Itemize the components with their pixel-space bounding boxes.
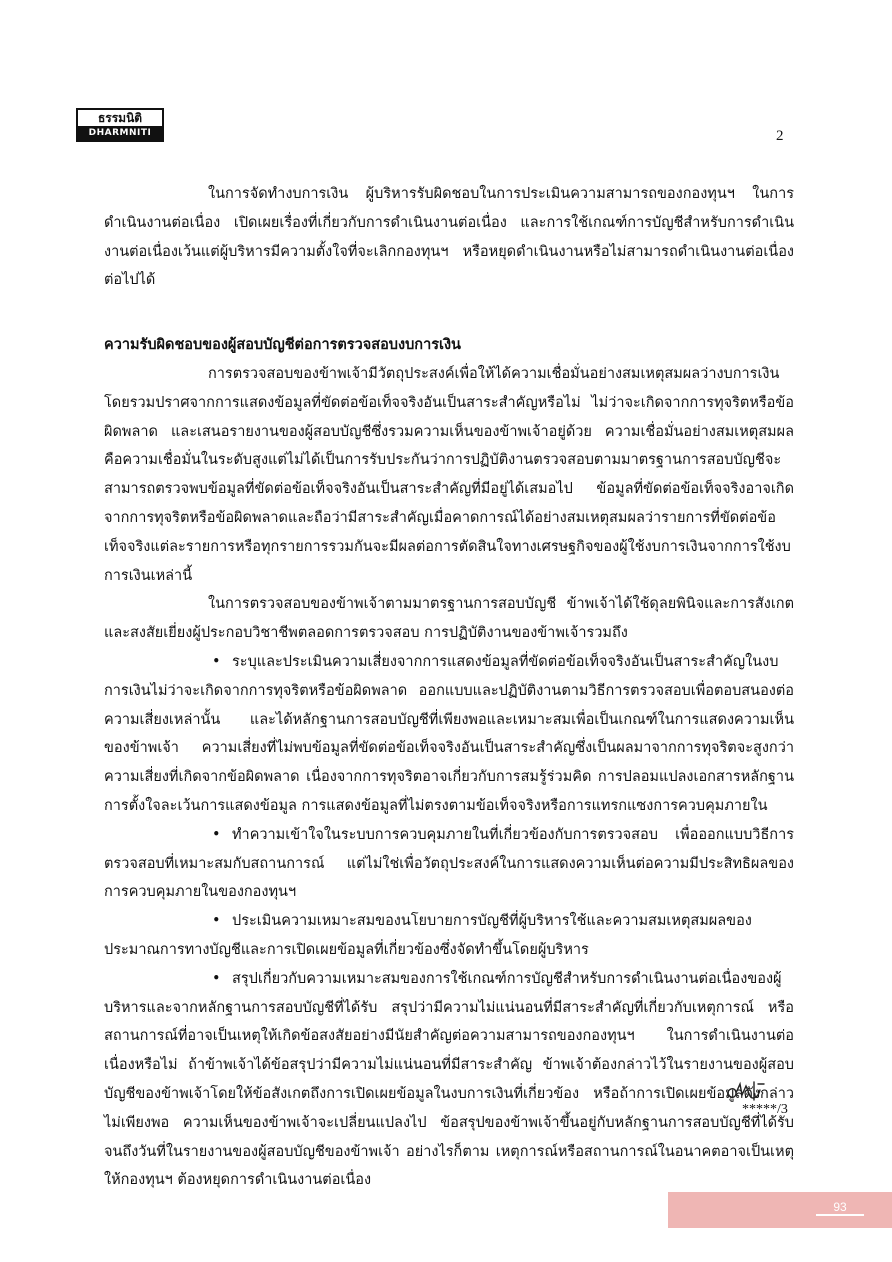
bullet-icon: • (212, 826, 221, 843)
section-title: ความรับผิดชอบของผู้สอบบัญชีต่อการตรวจสอบงบการเงิน (104, 336, 461, 354)
bullet-item (104, 907, 794, 965)
section-paragraph-1: การตรวจสอบของข้าพเจ้ามีวัตถุประสงค์เพื่อให้ได้ความเชื่อมั่นอย่างสมเหตุสมผลว่างบการเงินโดยรวมปราศจากการแสดงข้อมูลที่ขัดต่อข้อเท็จจริงอันเป็นสาระสำคัญหรือไม่ ไม่ว่าจะเกิดจากการทุจริตหรือข้อผิดพลาด และเสนอรายงานของผู้สอบบัญชีซึ่งรวมความเห็นของข้าพเจ้าอยู่ด้วย ความเชื่อมั่นอย่างสมเหตุสมผลคือความเชื่อมั่นในระดับสูงแต่ไม่ได้เป็นการรับประกันว่าการปฏิบัติงานตรวจสอบตามมาตรฐานการสอบบัญชีจะสามารถตรวจพบข้อมูลที่ขัดต่อข้อเท็จจริงอันเป็นสาระสำคัญที่มีอยู่ได้เสมอไป ข้อมูลที่ขัดต่อข้อเท็จจริงอาจเกิดจากการทุจริตหรือข้อผิดพลาดและถือว่ามีสาระสำคัญเมื่อคาดการณ์ได้อย่างสมเหตุสมผลว่ารายการที่ขัดต่อข้อเท็จจริงแต่ละรายการหรือทุกรายการรวมกันจะมีผลต่อการตัดสินใจทางเศรษฐกิจของผู้ใช้งบการเงินจากการใช้งบการเงินเหล่านี้ (104, 365, 794, 584)
bullet-item (104, 648, 794, 821)
bullet-item (104, 965, 794, 1195)
bullet-item (104, 821, 794, 907)
section-paragraph-2: ในการตรวจสอบของข้าพเจ้าตามมาตรฐานการสอบบัญชี ข้าพเจ้าได้ใช้ดุลยพินิจและการสังเกตและสงสัยเยี่ยงผู้ประกอบวิชาชีพตลอดการตรวจสอบ การปฏิบัติงานของข้าพเจ้ารวมถึง (104, 596, 794, 642)
logo-thai-text: ธรรมนิติ (78, 110, 162, 127)
document-page-number: 93 (816, 1200, 864, 1216)
bullet-icon: • (212, 653, 221, 670)
bullet-icon: • (212, 970, 221, 987)
intro-paragraph: ในการจัดทำงบการเงิน ผู้บริหารรับผิดชอบในการประเมินความสามารถของกองทุนฯ ในการดำเนินงานต่อเนื่อง เปิดเผยเรื่องที่เกี่ยวกับการดำเนินงานต่อเนื่อง และการใช้เกณฑ์การบัญชีสำหรับการดำเนินงานต่อเนื่องเว้นแต่ผู้บริหารมีความตั้งใจที่จะเลิกกองทุนฯ หรือหยุดดำเนินงานหรือไม่สามารถดำเนินงานต่อเนื่องต่อไปได้ (104, 186, 794, 289)
bullet-icon: • (212, 913, 221, 930)
continuation-marker: *****/3 (742, 1102, 788, 1117)
logo-english-text: DHARMNITI (78, 127, 162, 140)
bullet-text: สรุปเกี่ยวกับความเหมาะสมของการใช้เกณฑ์การบัญชีสำหรับการดำเนินงานต่อเนื่องของผู้บริหารและจากหลักฐานการสอบบัญชีที่ได้รับ สรุปว่ามีความไม่แน่นอนที่มีสาระสำคัญที่เกี่ยวกับเหตุการณ์ หรือสถานการณ์ที่อาจเป็นเหตุให้เกิดข้อสงสัยอย่างมีนัยสำคัญต่อความสามารถของกองทุนฯ ในการดำเนินงานต่อเนื่องหรือไม่ ถ้าข้าพเจ้าได้ข้อสรุปว่ามีความไม่แน่นอนที่มีสาระสำคัญ ข้าพเจ้าต้องกล่าวไว้ในรายงานของผู้สอบบัญชีของข้าพเจ้าโดยให้ข้อสังเกตถึงการเปิดเผยข้อมูลในงบการเงินที่เกี่ยวข้อง หรือถ้าการเปิดเผยข้อมูลดังกล่าวไม่เพียงพอ ความเห็นของข้าพเจ้าจะเปลี่ยนแปลงไป ข้อสรุปของข้าพเจ้าขึ้นอยู่กับหลักฐานการสอบบัญชีที่ได้รับจนถึงวันที่ในรายงานของผู้สอบบัญชีของข้าพเจ้า อย่างไรก็ตาม เหตุการณ์หรือสถานการณ์ในอนาคตอาจเป็นเหตุให้กองทุนฯ ต้องหยุดการดำเนินงานต่อเนื่อง (104, 970, 794, 1189)
footer-page-box (668, 1192, 892, 1228)
page-number: 2 (776, 128, 784, 144)
bullet-text: ทำความเข้าใจในระบบการควบคุมภายในที่เกี่ยวข้องกับการตรวจสอบ เพื่อออกแบบวิธีการตรวจสอบที่เหมาะสมกับสถานการณ์ แต่ไม่ใช่เพื่อวัตถุประสงค์ในการแสดงความเห็นต่อความมีประสิทธิผลของการควบคุมภายในของกองทุนฯ (104, 826, 794, 901)
signature-initials (724, 1078, 768, 1104)
document-body (104, 180, 794, 1195)
bullet-text: ประเมินความเหมาะสมของนโยบายการบัญชีที่ผู้บริหารใช้และความสมเหตุสมผลของประมาณการทางบัญชีและการเปิดเผยข้อมูลที่เกี่ยวข้องซึ่งจัดทำขึ้นโดยผู้บริหาร (104, 913, 752, 958)
dharmniti-logo (76, 108, 164, 142)
bullet-text: ระบุและประเมินความเสี่ยงจากการแสดงข้อมูลที่ขัดต่อข้อเท็จจริงอันเป็นสาระสำคัญในงบการเงินไม่ว่าจะเกิดจากการทุจริตหรือข้อผิดพลาด ออกแบบและปฏิบัติงานตามวิธีการตรวจสอบเพื่อตอบสนองต่อความเสี่ยงเหล่านั้น และได้หลักฐานการสอบบัญชีที่เพียงพอและเหมาะสมเพื่อเป็นเกณฑ์ในการแสดงความเห็นของข้าพเจ้า ความเสี่ยงที่ไม่พบข้อมูลที่ขัดต่อข้อเท็จจริงอันเป็นสาระสำคัญซึ่งเป็นผลมาจากการทุจริตจะสูงกว่าความเสี่ยงที่เกิดจากข้อผิดพลาด เนื่องจากการทุจริตอาจเกี่ยวกับการสมรู้ร่วมคิด การปลอมแปลงเอกสารหลักฐาน การตั้งใจละเว้นการแสดงข้อมูล การแสดงข้อมูลที่ไม่ตรงตามข้อเท็จจริงหรือการแทรกแซงการควบคุมภายใน (104, 653, 794, 814)
